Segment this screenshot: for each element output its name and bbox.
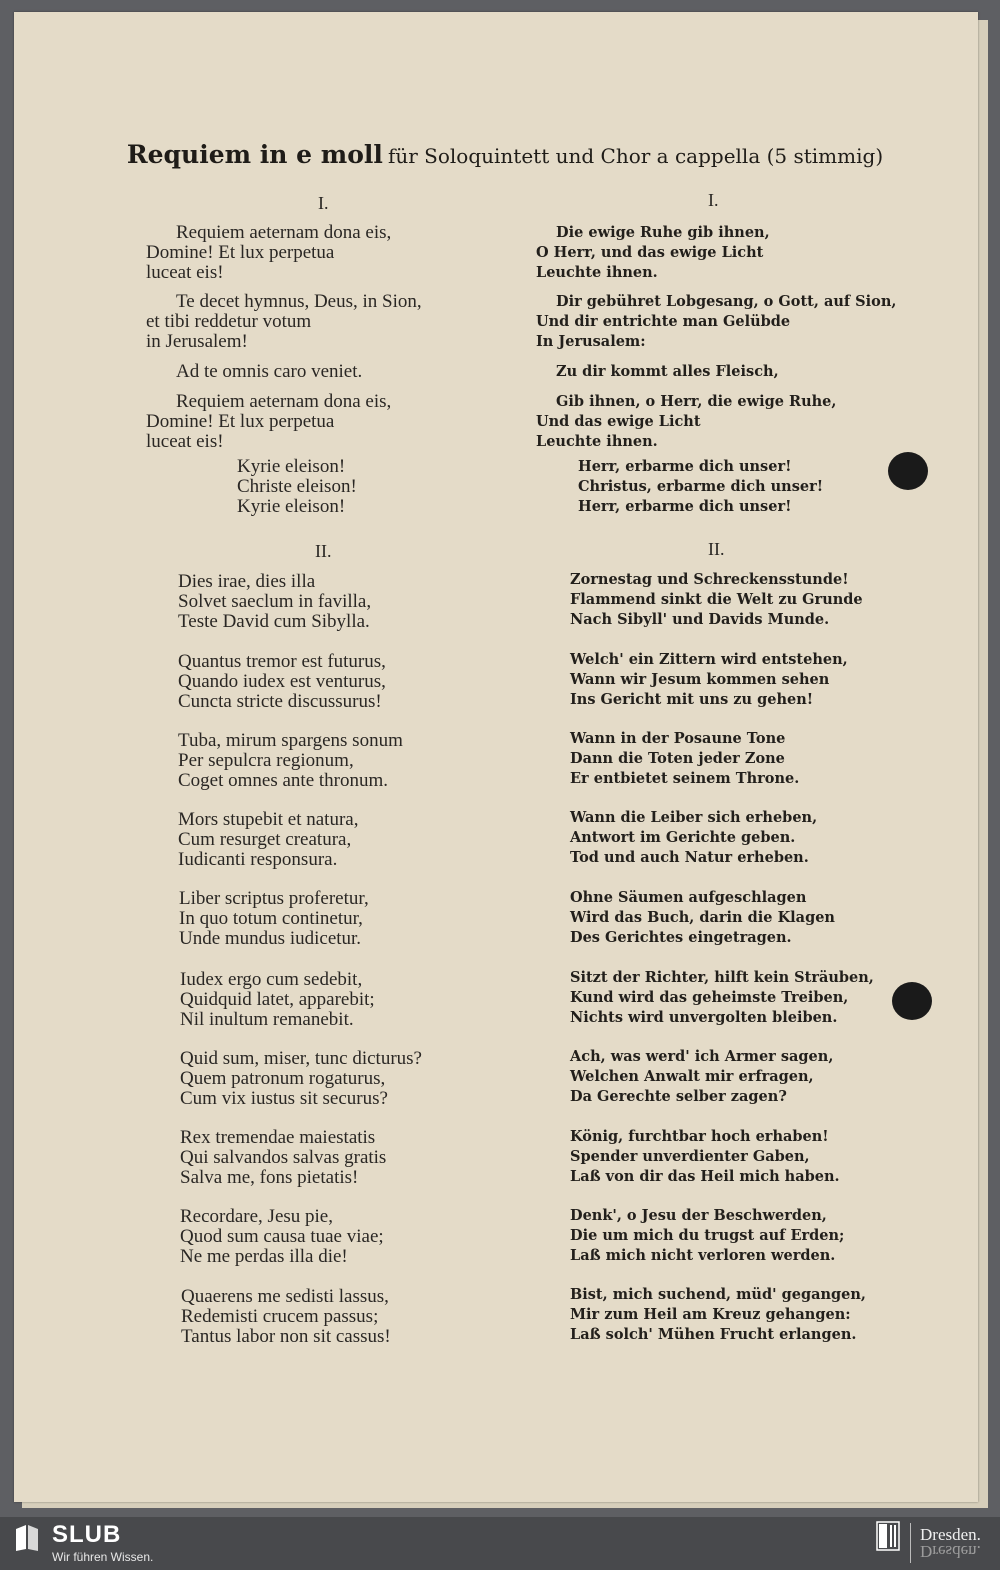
verse-line: Unde mundus iudicetur. xyxy=(179,928,362,949)
verse-line: Quantus tremor est futurus, xyxy=(178,651,386,672)
verse-line: Iudex ergo cum sedebit, xyxy=(180,969,363,990)
verse-line: Herr, erbarme dich unser! xyxy=(578,498,792,515)
verse-line: In Jerusalem: xyxy=(536,333,646,350)
verse-line: Kyrie eleison! xyxy=(237,496,346,517)
german-stanza xyxy=(570,1047,833,1107)
verse-line: Und dir entrichte man Gelübde xyxy=(536,313,791,330)
verse-line: Laß solch' Mühen Frucht erlangen. xyxy=(570,1326,857,1343)
dresden-city-reflection: Dresden. xyxy=(920,1542,981,1561)
punch-hole-lower xyxy=(892,982,932,1020)
punch-hole-upper xyxy=(888,452,928,490)
german-stanza xyxy=(570,888,835,948)
german-stanza xyxy=(570,1127,840,1187)
verse-line: luceat eis! xyxy=(146,431,224,452)
verse-line: Laß von dir das Heil mich haben. xyxy=(570,1168,840,1185)
verse-line: Dies irae, dies illa xyxy=(178,571,316,592)
verse-line: Quem patronum rogaturus, xyxy=(180,1068,386,1089)
latin-stanza xyxy=(237,457,357,517)
verse-line: Redemisti crucem passus; xyxy=(181,1306,379,1327)
german-stanza xyxy=(578,457,823,517)
german-stanza xyxy=(570,1285,866,1345)
slub-logo-icon[interactable] xyxy=(14,1523,40,1553)
verse-line: Er entbietet seinem Throne. xyxy=(570,770,800,787)
verse-line: Solvet saeclum in favilla, xyxy=(178,591,372,612)
verse-line: Qui salvandos salvas gratis xyxy=(180,1147,387,1168)
latin-stanza xyxy=(181,1287,391,1347)
verse-line: Teste David cum Sibylla. xyxy=(178,611,370,632)
verse-line: Flammend sinkt die Welt zu Grunde xyxy=(570,591,863,608)
latin-stanza xyxy=(146,223,391,283)
verse-line: Sitzt der Richter, hilft kein Sträuben, xyxy=(570,969,874,986)
verse-line: Herr, erbarme dich unser! xyxy=(578,458,792,475)
verse-line: Wann in der Posaune Tone xyxy=(570,730,786,747)
latin-stanza xyxy=(178,731,403,791)
footer-divider xyxy=(910,1523,911,1563)
verse-line: Quaerens me sedisti lassus, xyxy=(181,1286,389,1307)
latin-stanza xyxy=(180,1049,422,1109)
verse-line: Quod sum causa tuae viae; xyxy=(180,1226,384,1247)
verse-line: Nichts wird unvergolten bleiben. xyxy=(570,1009,838,1026)
german-stanza xyxy=(570,570,863,630)
verse-line: Ohne Säumen aufgeschlagen xyxy=(570,889,807,906)
verse-line: Zornestag und Schreckensstunde! xyxy=(570,571,849,588)
verse-line: Quid sum, miser, tunc dicturus? xyxy=(180,1048,422,1069)
verse-line: Denk', o Jesu der Beschwerden, xyxy=(570,1207,827,1224)
latin-stanza xyxy=(180,1128,386,1188)
latin-stanza xyxy=(180,970,375,1030)
verse-line: Rex tremendae maiestatis xyxy=(180,1127,376,1148)
verse-line: Iudicanti responsura. xyxy=(178,849,338,870)
verse-line: Liber scriptus proferetur, xyxy=(179,888,369,909)
verse-line: luceat eis! xyxy=(146,262,224,283)
latin-stanza xyxy=(146,292,422,352)
verse-line: König, furchtbar hoch erhaben! xyxy=(570,1128,829,1145)
verse-line: Dir gebühret Lobgesang, o Gott, auf Sion, xyxy=(556,293,897,310)
verse-line: Ins Gericht mit uns zu gehen! xyxy=(570,691,814,708)
verse-line: Laß mich nicht verloren werden. xyxy=(570,1247,836,1264)
verse-line: Cum resurget creatura, xyxy=(178,829,352,850)
german-stanza xyxy=(570,968,874,1028)
verse-line: Requiem aeternam dona eis, xyxy=(176,391,392,412)
verse-line: Tantus labor non sit cassus! xyxy=(181,1326,391,1347)
german-stanza xyxy=(536,223,770,283)
verse-line: Nil inultum remanebit. xyxy=(180,1009,354,1030)
verse-line: Domine! Et lux perpetua xyxy=(146,411,335,432)
slub-tagline: Wir führen Wissen. xyxy=(52,1550,154,1564)
german-stanza xyxy=(570,729,799,789)
verse-line: Ne me perdas illa die! xyxy=(180,1246,348,1267)
verse-line: Gib ihnen, o Herr, die ewige Ruhe, xyxy=(556,393,837,410)
section2-numeral-german: II. xyxy=(708,539,725,559)
latin-stanza xyxy=(178,572,371,632)
verse-line: Ach, was werd' ich Armer sagen, xyxy=(570,1048,834,1065)
verse-line: Recordare, Jesu pie, xyxy=(180,1206,333,1227)
verse-line: Leuchte ihnen. xyxy=(536,264,658,281)
verse-line: In quo totum continetur, xyxy=(179,908,363,929)
verse-line: Mors stupebit et natura, xyxy=(178,809,359,830)
verse-line: Bist, mich suchend, müd' gegangen, xyxy=(570,1286,866,1303)
latin-stanza xyxy=(178,810,358,870)
verse-line: Quando iudex est venturus, xyxy=(178,671,386,692)
verse-line: Welch' ein Zittern wird entstehen, xyxy=(570,651,848,668)
verse-line: Die ewige Ruhe gib ihnen, xyxy=(556,224,770,241)
latin-stanza xyxy=(179,889,369,949)
verse-line: Wann wir Jesum kommen sehen xyxy=(570,671,830,688)
dresden-crest-icon[interactable] xyxy=(876,1521,900,1551)
verse-line: Dann die Toten jeder Zone xyxy=(570,750,785,767)
verse-line: in Jerusalem! xyxy=(146,331,248,352)
verse-line: Leuchte ihnen. xyxy=(536,433,658,450)
verse-line: Die um mich du trugst auf Erden; xyxy=(570,1227,845,1244)
german-stanza xyxy=(556,362,779,382)
verse-line: Da Gerechte selber zagen? xyxy=(570,1088,787,1105)
verse-line: Christus, erbarme dich unser! xyxy=(578,478,824,495)
verse-line: Nach Sibyll' und Davids Munde. xyxy=(570,611,830,628)
verse-line: Des Gerichtes eingetragen. xyxy=(570,929,792,946)
verse-line: Coget omnes ante thronum. xyxy=(178,770,389,791)
verse-line: Zu dir kommt alles Fleisch, xyxy=(556,363,779,380)
slub-library-name[interactable]: SLUB xyxy=(52,1521,122,1548)
footer-bar xyxy=(0,1517,1000,1570)
verse-line: Kyrie eleison! xyxy=(237,456,346,477)
verse-line: Kund wird das geheimste Treiben, xyxy=(570,989,849,1006)
verse-line: Wann die Leiber sich erheben, xyxy=(570,809,818,826)
verse-line: Mir zum Heil am Kreuz gehangen: xyxy=(570,1306,851,1323)
verse-line: Quidquid latet, apparebit; xyxy=(180,989,375,1010)
dresden-city-name[interactable]: Dresden. xyxy=(920,1525,981,1544)
verse-line: Tod und auch Natur erheben. xyxy=(570,849,809,866)
verse-line: Christe eleison! xyxy=(237,476,357,497)
latin-stanza xyxy=(176,362,362,382)
verse-line: Domine! Et lux perpetua xyxy=(146,242,335,263)
verse-line: Und das ewige Licht xyxy=(536,413,701,430)
verse-line: Te decet hymnus, Deus, in Sion, xyxy=(176,291,422,312)
german-stanza xyxy=(570,650,848,710)
german-stanza xyxy=(536,392,836,452)
verse-line: Per sepulcra regionum, xyxy=(178,750,354,771)
verse-line: Tuba, mirum spargens sonum xyxy=(178,730,403,751)
verse-line: Requiem aeternam dona eis, xyxy=(176,222,392,243)
verse-line: Wird das Buch, darin die Klagen xyxy=(570,909,835,926)
verse-line: Antwort im Gerichte geben. xyxy=(570,829,796,846)
section1-numeral-latin: I. xyxy=(318,193,329,213)
verse-line: Welchen Anwalt mir erfragen, xyxy=(570,1068,814,1085)
latin-stanza xyxy=(178,652,386,712)
verse-line: Spender unverdienter Gaben, xyxy=(570,1148,810,1165)
section1-numeral-german: I. xyxy=(708,190,719,210)
section2-numeral-latin: II. xyxy=(315,541,332,561)
verse-line: et tibi reddetur votum xyxy=(146,311,312,332)
document-title xyxy=(100,140,910,169)
title-subtitle: für Soloquintett und Chor a cappella (5 stimmig) xyxy=(387,144,884,168)
verse-line: Salva me, fons pietatis! xyxy=(180,1167,359,1188)
german-stanza xyxy=(536,292,896,352)
verse-line: O Herr, und das ewige Licht xyxy=(536,244,764,261)
latin-stanza xyxy=(180,1207,384,1267)
title-main: Requiem in e moll xyxy=(126,140,383,169)
german-stanza xyxy=(570,808,817,868)
verse-line: Cum vix iustus sit securus? xyxy=(180,1088,388,1109)
german-stanza xyxy=(570,1206,844,1266)
verse-line: Cuncta stricte discussurus! xyxy=(178,691,382,712)
verse-line: Ad te omnis caro veniet. xyxy=(176,361,363,382)
latin-stanza xyxy=(146,392,391,452)
